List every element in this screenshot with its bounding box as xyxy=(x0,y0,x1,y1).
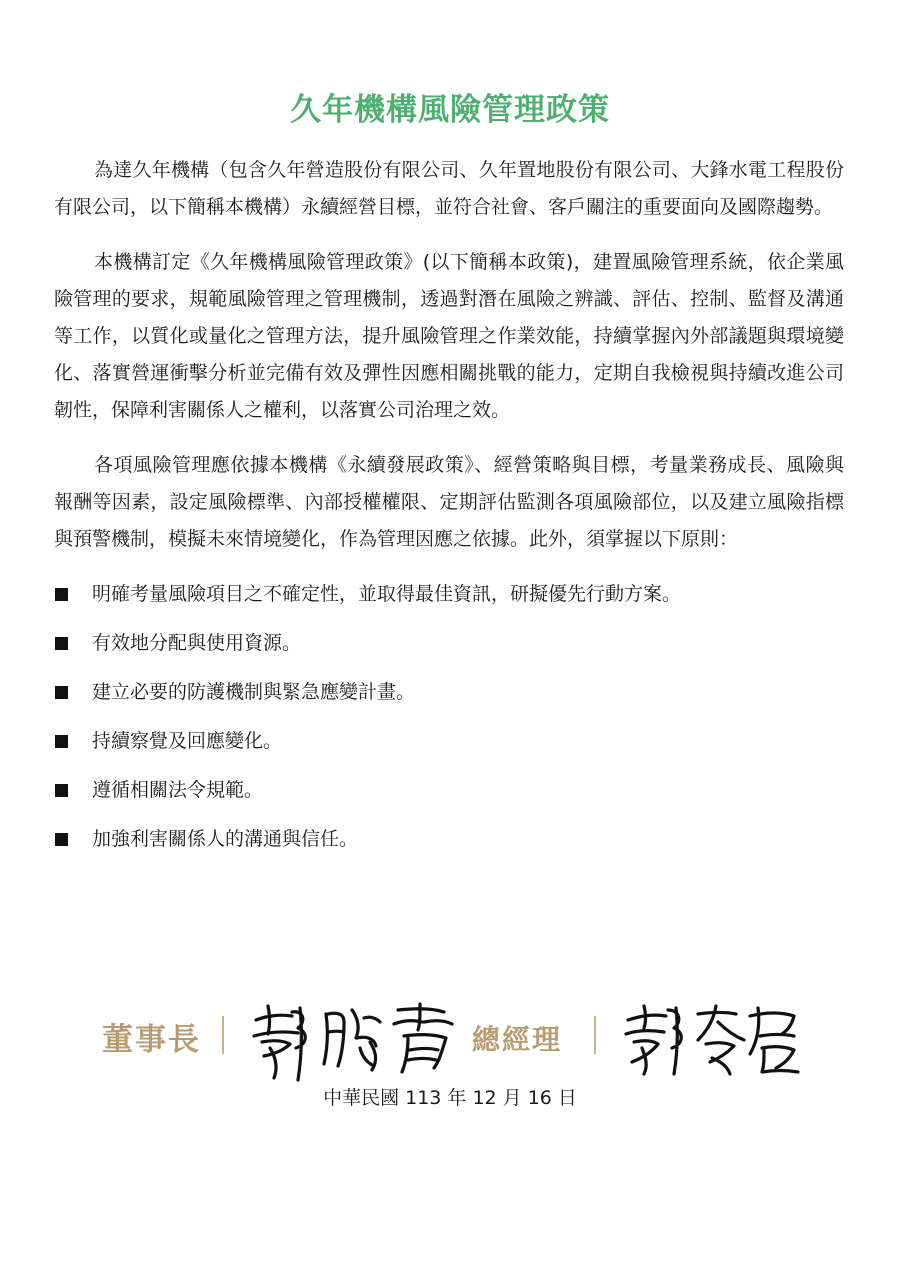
paragraph-intro: 為達久年機構（包含久年營造股份有限公司、久年置地股份有限公司、大鋒水電工程股份有限公司，以下簡稱本機構）永續經營目標，並符合社會、客戶關注的重要面向及國際趨勢。 xyxy=(54,159,844,218)
square-bullet-icon xyxy=(55,833,68,846)
divider xyxy=(594,1016,596,1054)
list-item-text: 持續察覺及回應變化。 xyxy=(92,730,283,752)
square-bullet-icon xyxy=(55,686,68,699)
signature-block xyxy=(0,996,900,1086)
list-item-text: 明確考量風險項目之不確定性，並取得最佳資訊，研擬優先行動方案。 xyxy=(92,583,682,605)
list-item-text: 建立必要的防護機制與緊急應變計畫。 xyxy=(92,681,416,703)
list-item xyxy=(54,723,844,760)
document-title: 久年機構風險管理政策 xyxy=(290,92,610,128)
principles-list xyxy=(54,576,844,858)
list-item xyxy=(54,821,844,858)
square-bullet-icon xyxy=(55,784,68,797)
list-item xyxy=(54,674,844,711)
list-item xyxy=(54,772,844,809)
divider xyxy=(222,1016,224,1054)
document-date: 中華民國 113 年 12 月 16 日 xyxy=(323,1087,577,1109)
square-bullet-icon xyxy=(55,735,68,748)
chairman-signature xyxy=(248,998,463,1082)
paragraph-principles-intro: 各項風險管理應依據本機構《永續發展政策》、經營策略與目標，考量業務成長、風險與報酬等因素，設定風險標準、內部授權權限、定期評估監測各項風險部位，以及建立風險指標與預警機制，模擬未來情境變化，作為管理因應之依據。此外，須掌握以下原則： xyxy=(54,454,844,550)
list-item xyxy=(54,576,844,613)
list-item xyxy=(54,625,844,662)
chairman-label: 董事長 xyxy=(102,1022,201,1058)
document-body xyxy=(54,152,844,870)
list-item-text: 有效地分配與使用資源。 xyxy=(92,632,302,654)
square-bullet-icon xyxy=(55,588,68,601)
list-item-text: 加強利害關係人的溝通與信任。 xyxy=(92,828,359,850)
list-item-text: 遵循相關法令規範。 xyxy=(92,779,264,801)
square-bullet-icon xyxy=(55,637,68,650)
general-manager-signature xyxy=(622,1000,802,1078)
general-manager-label: 總經理 xyxy=(472,1023,563,1056)
paragraph-policy: 本機構訂定《久年機構風險管理政策》(以下簡稱本政策)，建置風險管理系統，依企業風險管理的要求，規範風險管理之管理機制，透過對潛在風險之辨識、評估、控制、監督及溝通等工作，以質化或量化之管理方法，提升風險管理之作業效能，持續掌握內外部議題與環境變化、落實營運衝擊分析並完備有效及彈性因應相關挑戰的能力，定期自我檢視與持續改進公司韌性，保障利害關係人之權利，以落實公司治理之效。 xyxy=(54,251,844,421)
